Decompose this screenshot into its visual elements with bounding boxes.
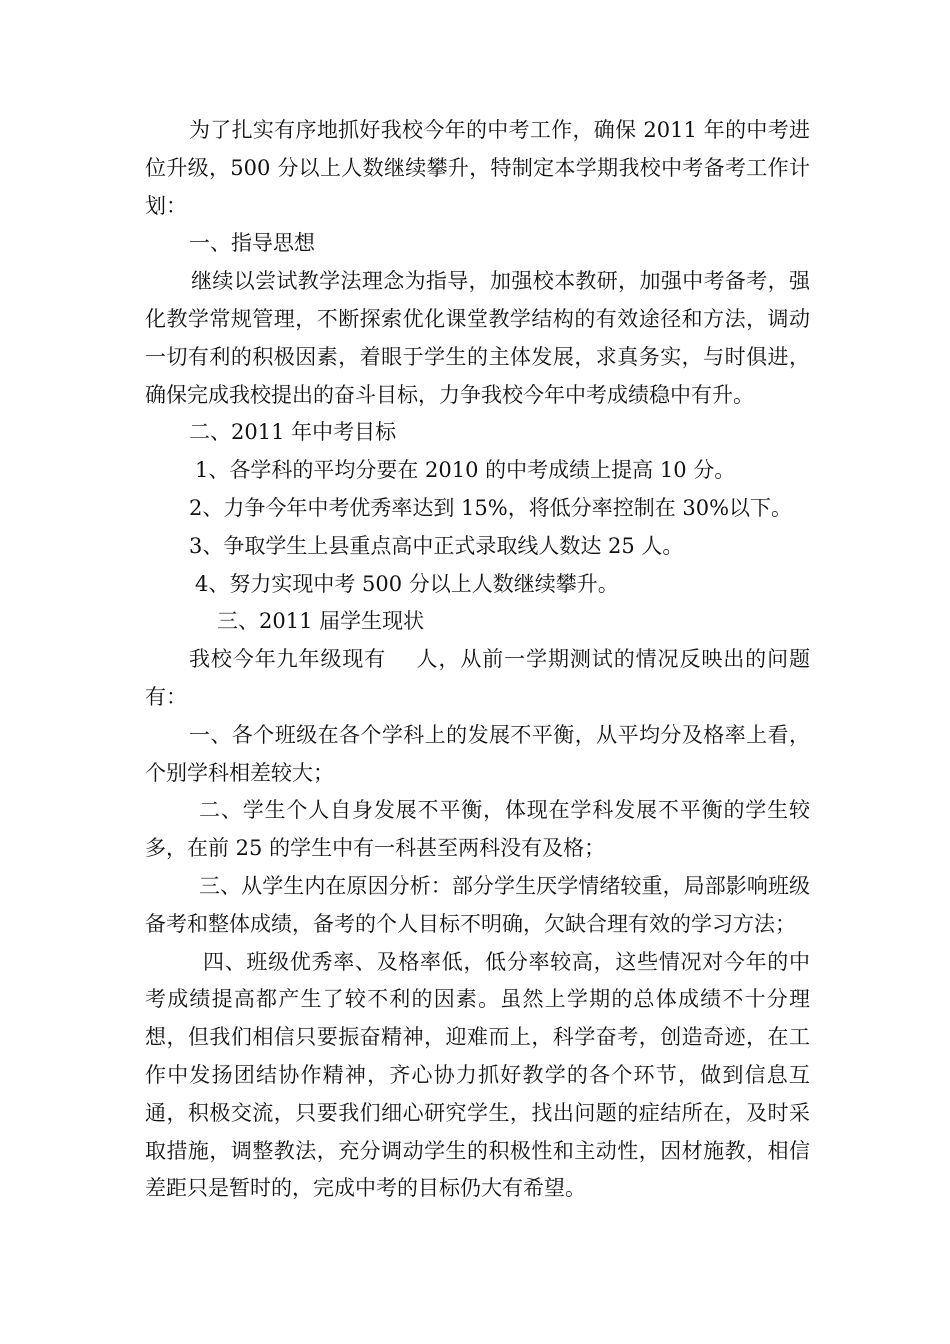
goal-item-2: 2、力争今年中考优秀率达到 15%，将低分率控制在 30%以下。 [189, 495, 793, 520]
goal-item-4: 4、努力实现中考 500 分以上人数继续攀升。 [195, 571, 619, 596]
section-heading-student-status: 三、2011 届学生现状 [217, 609, 425, 634]
problem-item-2: 二、学生个人自身发展不平衡，体现在学科发展不平衡的学生较多，在前 25 的学生中有一科甚至两科没有及格； [145, 798, 810, 861]
goal-item-1: 1、各学科的平均分要在 2010 的中考成绩上提高 10 分。 [195, 458, 736, 483]
goal-item-3: 3、争取学生上县重点高中正式录取线人数达 25 人。 [189, 533, 684, 558]
problem-item-4: 四、班级优秀率、及格率低，低分率较高，这些情况对今年的中考成绩提高都产生了较不利的因素。虽然上学期的总体成绩不十分理想，但我们相信只要振奋精神，迎难而上，科学奋考，创造奇迹，在工作中发扬团结协作精神，齐心协力抓好教学的各个环节，做到信息互通，积极交流，只要我们细心研究学生，找出问题的症结所在，及时采取措施，调整教法，充分调动学生的积极性和主动性，因材施教，相信差距只是暂时的，完成中考的目标仍大有希望。 [145, 949, 810, 1201]
section-heading-exam-goals: 二、2011 年中考目标 [189, 420, 397, 445]
guiding-ideology-paragraph: 继续以尝试教学法理念为指导，加强校本教研，加强中考备考，强化教学常规管理，不断探索优化课堂教学结构的有效途径和方法，调动一切有利的积极因素，着眼于学生的主体发展，求真务实，与时俱进，确保完成我校提出的奋斗目标，力争我校今年中考成绩稳中有升。 [145, 269, 810, 407]
intro-paragraph: 为了扎实有序地抓好我校今年的中考工作，确保 2011 年的中考进位升级，500 分以上人数继续攀升，特制定本学期我校中考备考工作计划： [145, 118, 810, 218]
document-body [145, 112, 810, 1208]
student-status-intro: 我校今年九年级现有 人，从前一学期测试的情况反映出的问题有： [145, 647, 810, 709]
section-heading-guiding-ideology: 一、指导思想 [189, 231, 315, 256]
problem-item-3: 三、从学生内在原因分析：部分学生厌学情绪较重，局部影响班级备考和整体成绩，备考的个人目标不明确，欠缺合理有效的学习方法； [145, 873, 810, 936]
problem-item-1: 一、各个班级在各个学科上的发展不平衡，从平均分及格率上看，个别学科相差较大； [145, 722, 810, 785]
